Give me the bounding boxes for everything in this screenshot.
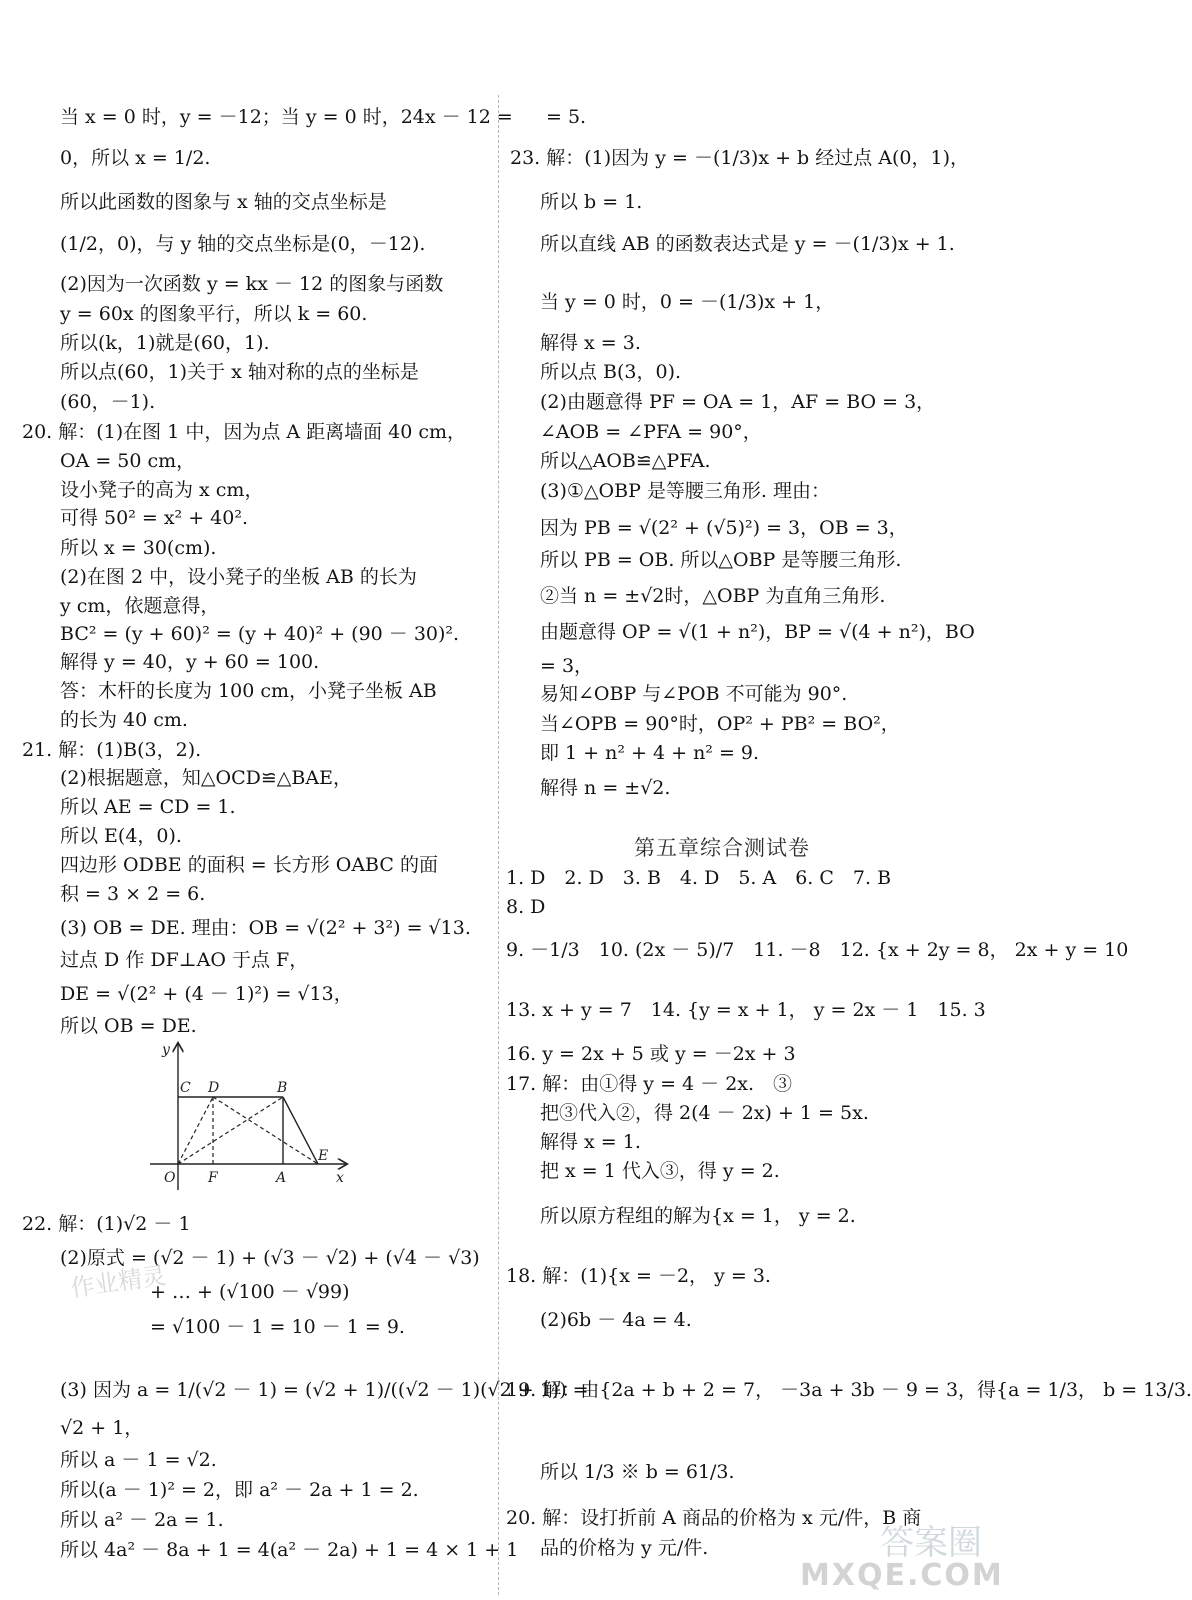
text-line: + … + (√100 － √99) (150, 1281, 350, 1303)
watermark-url: MXQE.COM (800, 1558, 1004, 1593)
text-line: BC² = (y + 60)² = (y + 40)² + (90 － 30)². (60, 623, 460, 645)
text-line: ②当 n = ±√2时，△OBP 为直角三角形. (540, 585, 886, 607)
text-line: = √100 － 1 = 10 － 1 = 9. (150, 1316, 405, 1338)
text-line: 22. 解：(1)√2 － 1 (22, 1213, 191, 1235)
text-line: 20. 解：(1)在图 1 中，因为点 A 距离墙面 40 cm， (22, 421, 467, 443)
text-line: 易知∠OBP 与∠POB 不可能为 90°. (540, 683, 848, 705)
text-line: 所以 E(4，0). (60, 825, 182, 847)
text-line: DE = √(2² + (4 － 1)²) = √13， (60, 983, 353, 1005)
right-column (500, 0, 1192, 1600)
text-line: (2)由题意得 PF = OA = 1，AF = BO = 3， (540, 391, 936, 413)
answer-line: 20. 解：设打折前 A 商品的价格为 x 元/件，B 商 (506, 1507, 922, 1529)
point-label-d: D (208, 1080, 220, 1096)
text-line: (60，－1). (60, 391, 156, 413)
text-line: (3)①△OBP 是等腰三角形. 理由： (540, 480, 831, 502)
text-line: 当∠OPB = 90°时，OP² + PB² = BO²， (540, 713, 900, 735)
text-line: 即 1 + n² + 4 + n² = 9. (540, 742, 760, 764)
watermark-center: 作业精灵 (68, 1261, 168, 1303)
text-line: 所以点(60，1)关于 x 轴对称的点的坐标是 (60, 361, 419, 383)
text-line: 因为 PB = √(2² + (√5)²) = 3，OB = 3， (540, 517, 908, 539)
answer-line: 8. D (506, 896, 546, 918)
text-line: (2)在图 2 中，设小凳子的坐板 AB 的长为 (60, 566, 417, 588)
text-line: 设小凳子的高为 x cm， (60, 479, 264, 501)
point-label-c: C (180, 1080, 191, 1096)
text-line: 所以 AE = CD = 1. (60, 796, 236, 818)
text-line: 所以 a － 1 = √2. (60, 1449, 217, 1471)
section-title: 第五章综合测试卷 (634, 836, 810, 860)
text-line: 当 y = 0 时，0 = －(1/3)x + 1， (540, 291, 835, 313)
text-line: = 3， (540, 655, 594, 677)
watermark-logo: 答案圈 (880, 1523, 982, 1563)
answer-line: 13. x + y = 7 14. {y = x + 1， y = 2x － 1 15. 3 (506, 999, 986, 1021)
text-line: y cm，依题意得， (60, 595, 220, 617)
text-line: (2)根据题意，知△OCD≌△BAE， (60, 767, 352, 789)
text-line: 所以点 B(3，0). (540, 361, 682, 383)
axis-label-x: x (336, 1170, 344, 1186)
segment-de (213, 1097, 318, 1164)
text-line: 23. 解：(1)因为 y = －(1/3)x + b 经过点 A(0，1)， (510, 147, 970, 169)
text-line: 0，所以 x = 1/2. (60, 147, 211, 169)
segment-be (283, 1097, 318, 1164)
axis-label-y: y (162, 1042, 170, 1058)
text-line: 四边形 ODBE 的面积 = 长方形 OABC 的面 (60, 854, 438, 876)
text-line: OA = 50 cm， (60, 450, 196, 472)
text-line: 答：木杆的长度为 100 cm，小凳子坐板 AB (60, 680, 437, 702)
text-line: 当 x = 0 时，y = －12；当 y = 0 时，24x － 12 = (60, 106, 513, 128)
text-line: 所以(a － 1)² = 2，即 a² － 2a + 1 = 2. (60, 1479, 419, 1501)
text-line: 由题意得 OP = √(1 + n²)，BP = √(4 + n²)，BO (540, 621, 975, 643)
text-line: = 5. (546, 106, 587, 128)
text-line: 21. 解：(1)B(3，2). (22, 739, 202, 761)
text-line: 所以 b = 1. (540, 191, 643, 213)
answer-line: 18. 解：(1){x = －2， y = 3. (506, 1265, 771, 1287)
text-line: 积 = 3 × 2 = 6. (60, 883, 206, 905)
text-line: 所以此函数的图象与 x 轴的交点坐标是 (60, 191, 387, 213)
text-line: 所以直线 AB 的函数表达式是 y = －(1/3)x + 1. (540, 233, 955, 255)
answer-line: 把 x = 1 代入③，得 y = 2. (540, 1160, 780, 1182)
text-line: ∠AOB = ∠PFA = 90°， (540, 421, 762, 443)
segment-ob (178, 1097, 283, 1164)
text-line: 所以 a² － 2a = 1. (60, 1509, 224, 1531)
text-line: 所以 PB = OB. 所以△OBP 是等腰三角形. (540, 549, 902, 571)
text-line: 所以 4a² － 8a + 1 = 4(a² － 2a) + 1 = 4 × 1 + 1 (60, 1539, 519, 1561)
text-line: 所以 x = 30(cm). (60, 537, 217, 559)
answer-line: (2)6b － 4a = 4. (540, 1309, 692, 1331)
text-line: (3) OB = DE. 理由：OB = √(2² + 3²) = √13. (60, 917, 471, 939)
text-line: 过点 D 作 DF⊥AO 于点 F， (60, 949, 309, 971)
text-line: y = 60x 的图象平行，所以 k = 60. (60, 303, 368, 325)
segment-od (178, 1097, 213, 1164)
text-line: 所以(k，1)就是(60，1). (60, 332, 270, 354)
point-label-o: O (164, 1170, 176, 1186)
column-divider (498, 95, 499, 1595)
text-line: (3) 因为 a = 1/(√2 － 1) = (√2 + 1)/((√2 － 1)(√2 + 1)) = (60, 1379, 589, 1401)
answer-line: 16. y = 2x + 5 或 y = －2x + 3 (506, 1043, 796, 1065)
answer-line: 解得 x = 1. (540, 1131, 641, 1153)
answer-line: 所以 1/3 ※ b = 61/3. (540, 1461, 735, 1483)
text-line: 所以△AOB≌△PFA. (540, 450, 711, 472)
text-line: 解得 n = ±√2. (540, 777, 671, 799)
text-line: (2)原式 = (√2 － 1) + (√3 － √2) + (√4 － √3) (60, 1247, 480, 1269)
coordinate-figure (150, 1040, 360, 1195)
point-label-b: B (277, 1080, 288, 1096)
text-line: 可得 50² = x² + 40². (60, 507, 248, 529)
answer-line: 所以原方程组的解为{x = 1， y = 2. (540, 1205, 856, 1227)
text-line: 解得 x = 3. (540, 332, 641, 354)
answer-line: 17. 解：由①得 y = 4 － 2x. ③ (506, 1073, 793, 1095)
point-label-f: F (208, 1170, 218, 1186)
text-line: 的长为 40 cm. (60, 709, 188, 731)
text-line: 所以 OB = DE. (60, 1015, 197, 1037)
answer-line: 19. 解：由{2a + b + 2 = 7， －3a + 3b － 9 = 3，得{a = 1/3， b = 13/3. (506, 1379, 1192, 1401)
point-label-a: A (276, 1170, 287, 1186)
answer-line: 品的价格为 y 元/件. (540, 1537, 709, 1559)
text-line: (1/2，0)，与 y 轴的交点坐标是(0，－12). (60, 233, 426, 255)
point-label-e: E (318, 1148, 329, 1164)
answer-line: 9. －1/3 10. (2x － 5)/7 11. －8 12. {x + 2y = 8， 2x + y = 10 (506, 939, 1129, 961)
text-line: (2)因为一次函数 y = kx － 12 的图象与函数 (60, 273, 444, 295)
text-line: 解得 y = 40，y + 60 = 100. (60, 651, 320, 673)
answer-line: 1. D 2. D 3. B 4. D 5. A 6. C 7. B (506, 867, 892, 889)
text-line: √2 + 1， (60, 1417, 144, 1439)
answer-line: 把③代入②，得 2(4 － 2x) + 1 = 5x. (540, 1102, 869, 1124)
